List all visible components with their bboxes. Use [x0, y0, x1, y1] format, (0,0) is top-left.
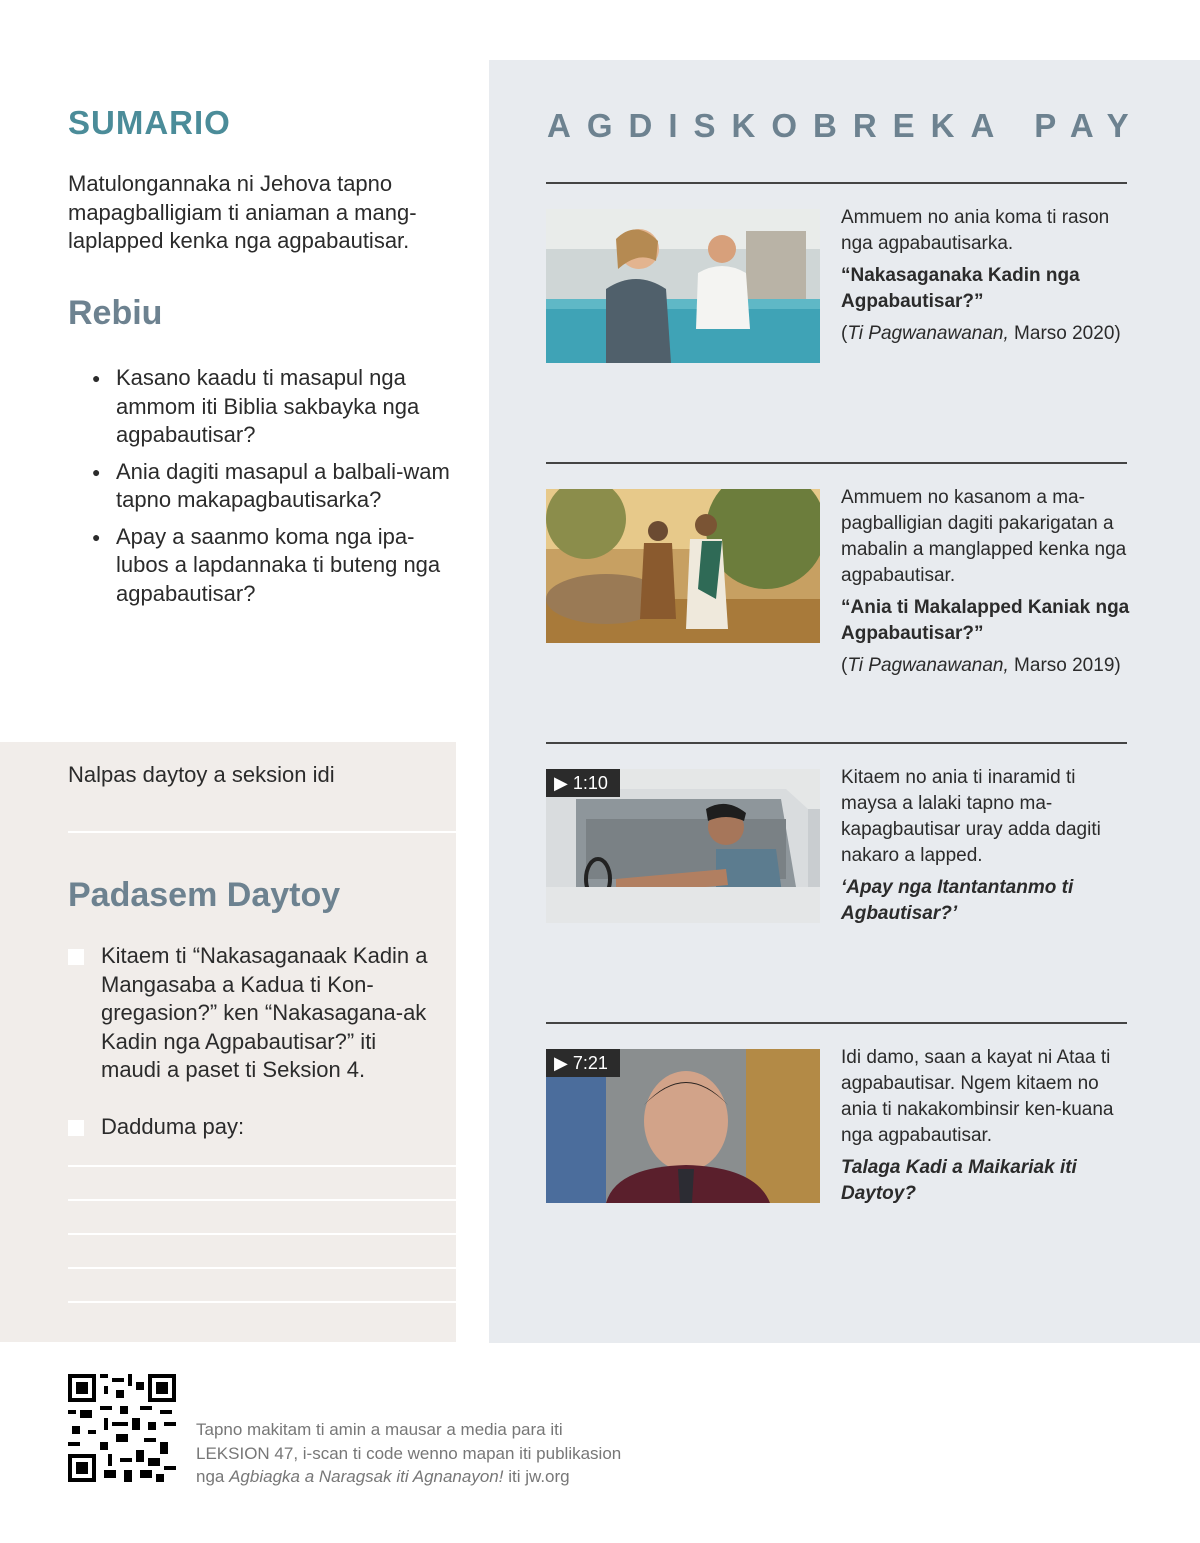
discover-item-3: [841, 765, 1131, 933]
item-title-link[interactable]: “Nakasaganaka Kadin nga Agpabautisar?”: [841, 265, 1080, 312]
review-questions: [92, 364, 462, 616]
footer-line: LEKSION 47, i-scan ti code wenno mapan iti publikasion: [196, 1443, 622, 1463]
review-heading: Rebiu: [68, 294, 163, 332]
writing-line[interactable]: [68, 1301, 456, 1303]
footer-line: [196, 1465, 696, 1489]
review-question: ● Ania dagiti masapul a balbali-wam tapno makapagbautisarka?: [92, 458, 462, 515]
summary-heading: SUMARIO: [68, 104, 231, 141]
footer-note: [196, 1418, 696, 1489]
source-date: Marso 2019: [1014, 655, 1115, 676]
try-this-heading: Padasem Daytoy: [68, 876, 341, 914]
discover-item-4: [841, 1045, 1131, 1213]
writing-line[interactable]: [68, 1233, 456, 1235]
source-publication: Ti Pagwanawanan,: [847, 323, 1009, 344]
video-duration: ▶ 7:21: [546, 1049, 620, 1077]
summary-text: Matulongannaka ni Jehova tapno mapagballigiam ti aniaman a mang-laplapped kenka nga agpabautisar.: [68, 171, 417, 253]
discover-heading: AGDISKOBREKA PAY: [547, 107, 1145, 144]
item-title-link[interactable]: ‘Apay nga Itantantanmo ti Agbautisar?’: [841, 877, 1074, 924]
source-publication: Ti Pagwanawanan,: [847, 655, 1009, 676]
source-date: Marso 2020: [1014, 323, 1115, 344]
item-description: Kitaem no ania ti inaramid ti maysa a lalaki tapno ma-kapagbautisar uray adda dagiti nakaro a lapped.: [841, 767, 1101, 866]
item-source: (Ti Pagwanawanan, Marso 2020): [841, 323, 1121, 344]
task2-text: Dadduma pay:: [101, 1114, 245, 1139]
divider: [546, 742, 1127, 744]
footer-text: iti jw.org: [503, 1467, 570, 1486]
video-thumbnail-car[interactable]: [546, 769, 820, 923]
item-title-link[interactable]: Talaga Kadi a Maikariak iti Daytoy?: [841, 1157, 1077, 1204]
review-question: ● Apay a saanmo koma nga ipa-lubos a lapdannaka ti buteng nga agpabautisar?: [92, 523, 462, 609]
jesus-painting-image[interactable]: [546, 489, 820, 643]
item-description: Ammuem no ania koma ti rason nga agpabautisarka.: [841, 207, 1110, 254]
qr-code[interactable]: [68, 1374, 176, 1482]
item-description: Ammuem no kasanom a ma-pagballigian dagiti pakarigatan a mabalin a manglapped kenka nga agpabautisar.: [841, 487, 1127, 586]
review-question: ● Kasano kaadu ti masapul nga ammom iti Biblia sakbayka nga agpabautisar?: [92, 364, 462, 450]
divider: [546, 1022, 1127, 1024]
item-title-link[interactable]: “Ania ti Makalapped Kaniak nga Agpabautisar?”: [841, 597, 1130, 644]
item-description: Idi damo, saan a kayat ni Ataa ti agpabautisar. Ngem kitaem no ania ti nakakombinsir ken-kuana nga agpabautisar.: [841, 1047, 1114, 1146]
completed-date-line[interactable]: [68, 831, 456, 833]
task1-text: Kitaem ti “Nakasaganaak Kadin a Mangasaba a Kadua ti Kon-gregasion?” ken “Nakasagana-ak Kadin nga Agpabautisar?” iti maudi a paset ti Seksion 4.: [101, 943, 428, 1082]
discover-item-1: [841, 205, 1131, 353]
divider: [546, 462, 1127, 464]
completed-date-label: Nalpas daytoy a seksion idi: [68, 762, 335, 787]
writing-line[interactable]: [68, 1165, 456, 1167]
task1-checkbox[interactable]: [68, 949, 84, 965]
video-duration: ▶ 1:10: [546, 769, 620, 797]
footer-line: Tapno makitam ti amin a mausar a media para iti: [196, 1420, 563, 1439]
publication-name: Agbiagka a Naragsak iti Agnanayon!: [229, 1467, 504, 1486]
divider: [546, 182, 1127, 184]
baptism-pool-image[interactable]: [546, 209, 820, 363]
writing-line[interactable]: [68, 1267, 456, 1269]
item-source: (Ti Pagwanawanan, Marso 2019): [841, 655, 1121, 676]
writing-line[interactable]: [68, 1199, 456, 1201]
footer-text: nga: [196, 1467, 230, 1486]
video-thumbnail-man[interactable]: [546, 1049, 820, 1203]
task2-checkbox[interactable]: [68, 1120, 84, 1136]
discover-item-2: [841, 485, 1131, 685]
